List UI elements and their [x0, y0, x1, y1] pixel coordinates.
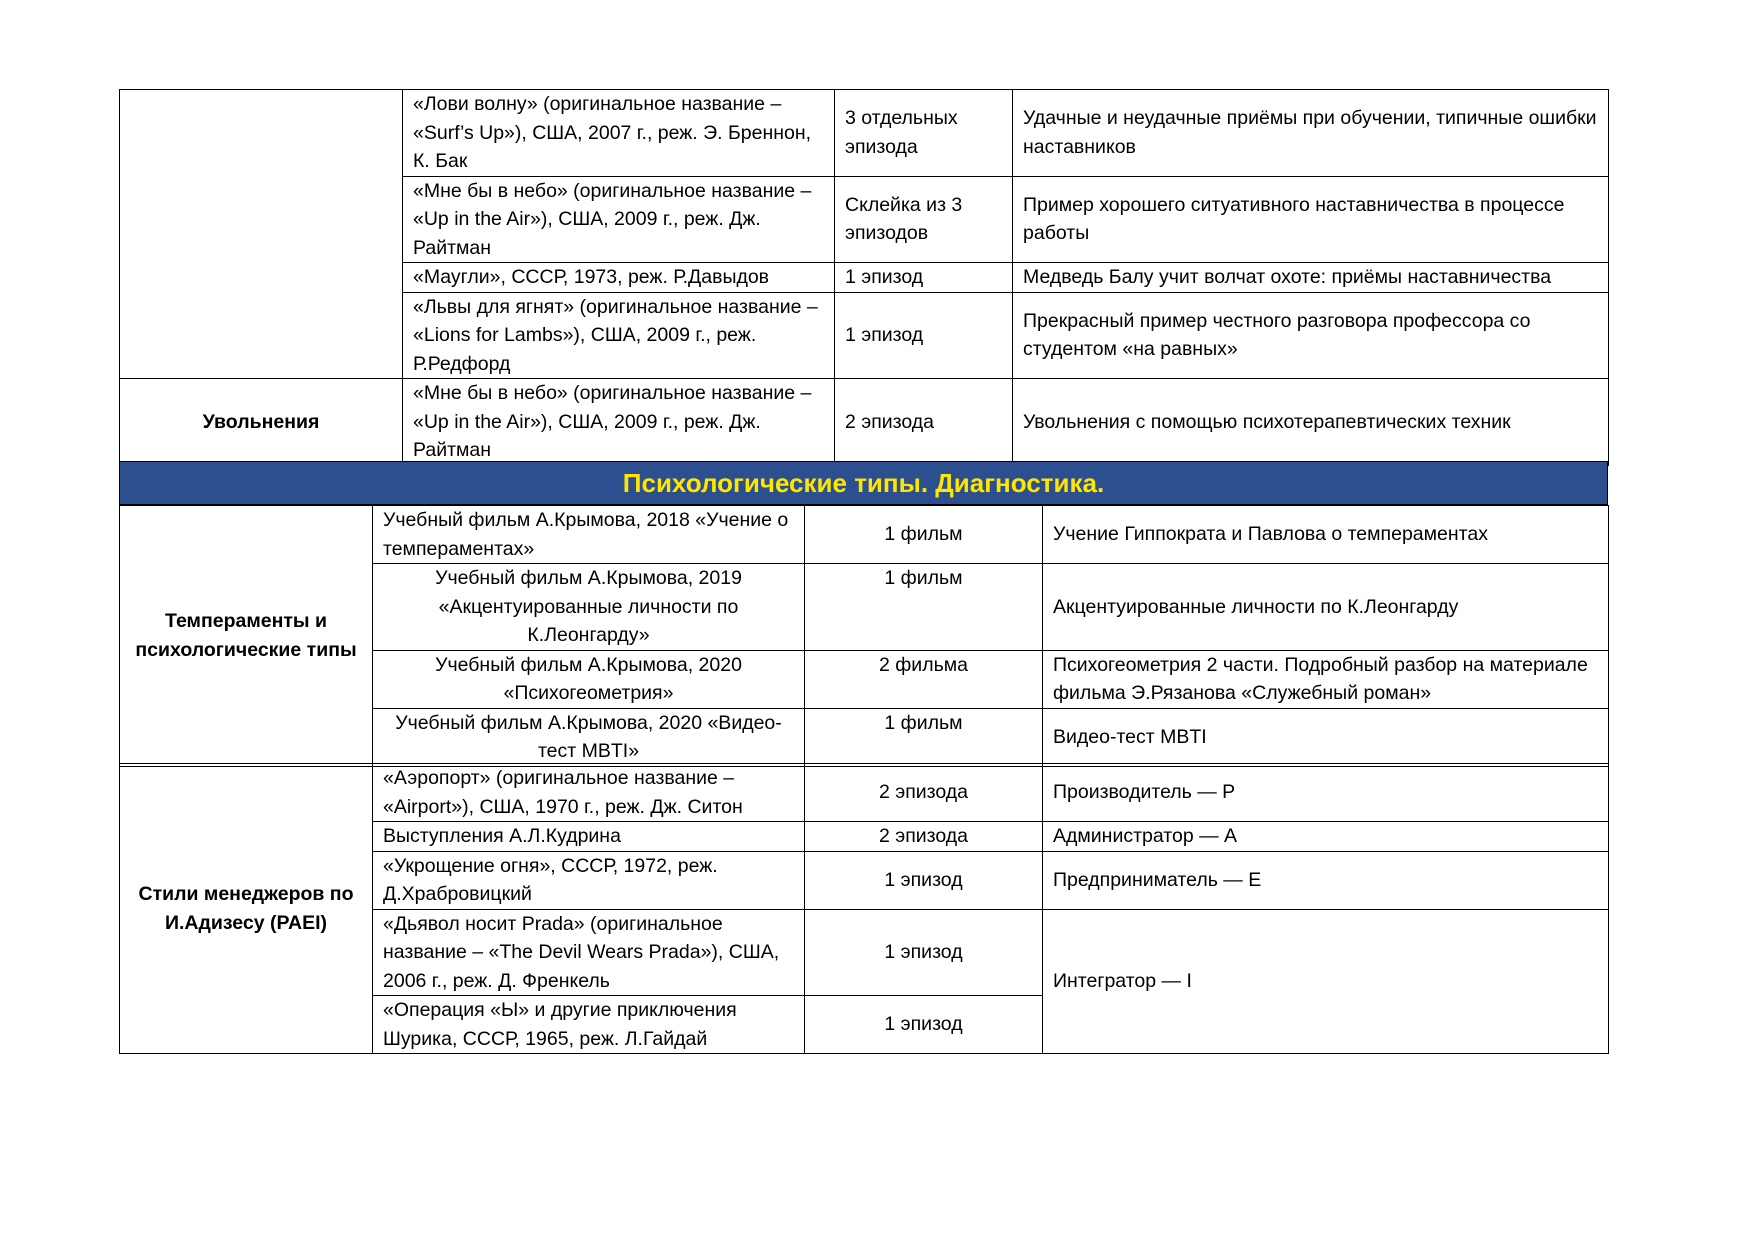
films-table-temperaments [119, 505, 1609, 767]
film-cell: «Лови волну» (оригинальное название – «Surf’s Up»), США, 2007 г., реж. Э. Бреннон, К. Бак [403, 90, 835, 177]
volume-cell: Склейка из 3 эпизодов [835, 176, 1013, 263]
film-cell: «Львы для ягнят» (оригинальное название – «Lions for Lambs»), США, 2009 г., реж. Р.Редфорд [403, 292, 835, 379]
volume-cell: 1 фильм [805, 506, 1043, 564]
volume-cell: 3 отдельных эпизода [835, 90, 1013, 177]
description-cell: Удачные и неудачные приёмы при обучении, типичные ошибки наставников [1013, 90, 1609, 177]
film-cell: «Дьявол носит Prada» (оригинальное название – «The Devil Wears Prada»), США, 2006 г., реж. Д. Френкель [373, 909, 805, 996]
volume-cell: 1 фильм [805, 708, 1043, 766]
table-row [120, 90, 1609, 177]
topic-cell: Увольнения [120, 379, 403, 466]
film-cell: «Укрощение огня», СССР, 1972, реж. Д.Храбровицкий [373, 851, 805, 909]
film-cell: Учебный фильм А.Крымова, 2018 «Учение о темпераментах» [373, 506, 805, 564]
description-cell: Прекрасный пример честного разговора профессора со студентом «на равных» [1013, 292, 1609, 379]
films-table-mentoring [119, 89, 1609, 466]
description-cell: Психогеометрия 2 части. Подробный разбор на материале фильма Э.Рязанова «Служебный роман» [1043, 650, 1609, 708]
description-cell: Производитель — P [1043, 764, 1609, 822]
volume-cell: 2 эпизода [805, 764, 1043, 822]
topic-cell: Стили менеджеров по И.Адизесу (PAEI) [120, 764, 373, 1054]
volume-cell: 2 эпизода [835, 379, 1013, 466]
description-cell: Учение Гиппократа и Павлова о темпераментах [1043, 506, 1609, 564]
volume-cell: 1 эпизод [835, 292, 1013, 379]
film-cell: «Мне бы в небо» (оригинальное название – «Up in the Air»), США, 2009 г., реж. Дж. Райтман [403, 176, 835, 263]
film-cell: «Маугли», СССР, 1973, реж. Р.Давыдов [403, 263, 835, 293]
volume-cell: 2 фильма [805, 650, 1043, 708]
description-cell: Видео-тест MBTI [1043, 708, 1609, 766]
film-cell: Учебный фильм А.Крымова, 2019 «Акцентуированные личности по К.Леонгарду» [373, 564, 805, 651]
volume-cell: 1 эпизод [835, 263, 1013, 293]
section-title: Психологические типы. Диагностика. [119, 461, 1608, 505]
film-cell: Выступления А.Л.Кудрина [373, 822, 805, 852]
description-cell: Интегратор — I [1043, 909, 1609, 1054]
volume-cell: 1 эпизод [805, 996, 1043, 1054]
description-cell: Акцентуированные личности по К.Леонгарду [1043, 564, 1609, 651]
films-table-adizes [119, 763, 1609, 1054]
film-cell: Учебный фильм А.Крымова, 2020 «Видео-тест MBTI» [373, 708, 805, 766]
film-cell: «Аэропорт» (оригинальное название – «Airport»), США, 1970 г., реж. Дж. Ситон [373, 764, 805, 822]
volume-cell: 1 эпизод [805, 909, 1043, 996]
topic-cell: Темпераменты и психологические типы [120, 506, 373, 767]
description-cell: Предприниматель — E [1043, 851, 1609, 909]
volume-cell: 2 эпизода [805, 822, 1043, 852]
volume-cell: 1 эпизод [805, 851, 1043, 909]
volume-cell: 1 фильм [805, 564, 1043, 651]
description-cell: Администратор — A [1043, 822, 1609, 852]
film-cell: «Операция «Ы» и другие приключения Шурика, СССР, 1965, реж. Л.Гайдай [373, 996, 805, 1054]
table-row [120, 379, 1609, 466]
description-cell: Увольнения с помощью психотерапевтических техник [1013, 379, 1609, 466]
topic-cell-empty [120, 90, 403, 379]
table-row [120, 506, 1609, 564]
description-cell: Пример хорошего ситуативного наставничества в процессе работы [1013, 176, 1609, 263]
film-cell: «Мне бы в небо» (оригинальное название – «Up in the Air»), США, 2009 г., реж. Дж. Райтман [403, 379, 835, 466]
description-cell: Медведь Балу учит волчат охоте: приёмы наставничества [1013, 263, 1609, 293]
film-cell: Учебный фильм А.Крымова, 2020 «Психогеометрия» [373, 650, 805, 708]
table-row [120, 764, 1609, 822]
